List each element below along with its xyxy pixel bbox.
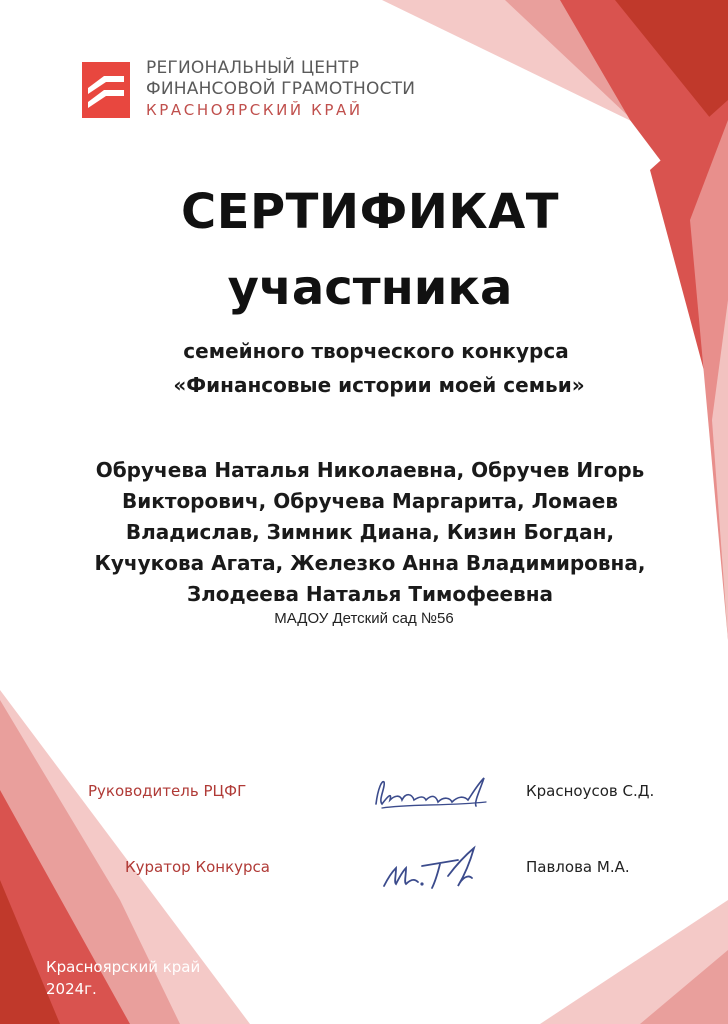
organization-line-2: ФИНАНСОВОЙ ГРАМОТНОСТИ xyxy=(146,79,416,99)
certificate-subtitle: участника xyxy=(227,260,513,316)
footer-region: Красноярский край xyxy=(46,958,201,976)
role-head-rcfg: Руководитель РЦФГ xyxy=(88,782,247,800)
footer-year: 2024г. xyxy=(46,980,97,998)
name-curator: Павлова М.А. xyxy=(526,858,630,876)
school-name: МАДОУ Детский сад №56 xyxy=(274,610,454,627)
role-contest-curator: Куратор Конкурса xyxy=(125,858,270,876)
participants-line: Злодеева Наталья Тимофеевна xyxy=(186,582,554,606)
footer xyxy=(46,956,200,1000)
participants-line: Викторович, Обручева Маргарита, Ломаев xyxy=(122,489,618,513)
contest-name: «Финансовые истории моей семьи» xyxy=(173,373,585,397)
signature-head xyxy=(368,770,492,818)
signature-curator xyxy=(378,842,486,898)
organization-line-1: РЕГИОНАЛЬНЫЙ ЦЕНТР xyxy=(146,58,360,78)
participants-list xyxy=(50,455,690,610)
name-head: Красноусов С.Д. xyxy=(526,782,655,800)
organization-region: КРАСНОЯРСКИЙ КРАЙ xyxy=(146,101,363,119)
participants-line: Обручева Наталья Николаевна, Обручев Игорь xyxy=(95,458,645,482)
organization-name xyxy=(146,58,415,121)
contest-description xyxy=(0,334,728,402)
certificate-title: СЕРТИФИКАТ xyxy=(180,184,559,240)
organization-logo-icon xyxy=(82,62,130,118)
contest-line-1: семейного творческого конкурса xyxy=(183,339,569,363)
participants-line: Владислав, Зимник Диана, Кизин Богдан, xyxy=(125,520,615,544)
participants-line: Кучукова Агата, Железко Анна Владимировна, xyxy=(94,551,646,575)
